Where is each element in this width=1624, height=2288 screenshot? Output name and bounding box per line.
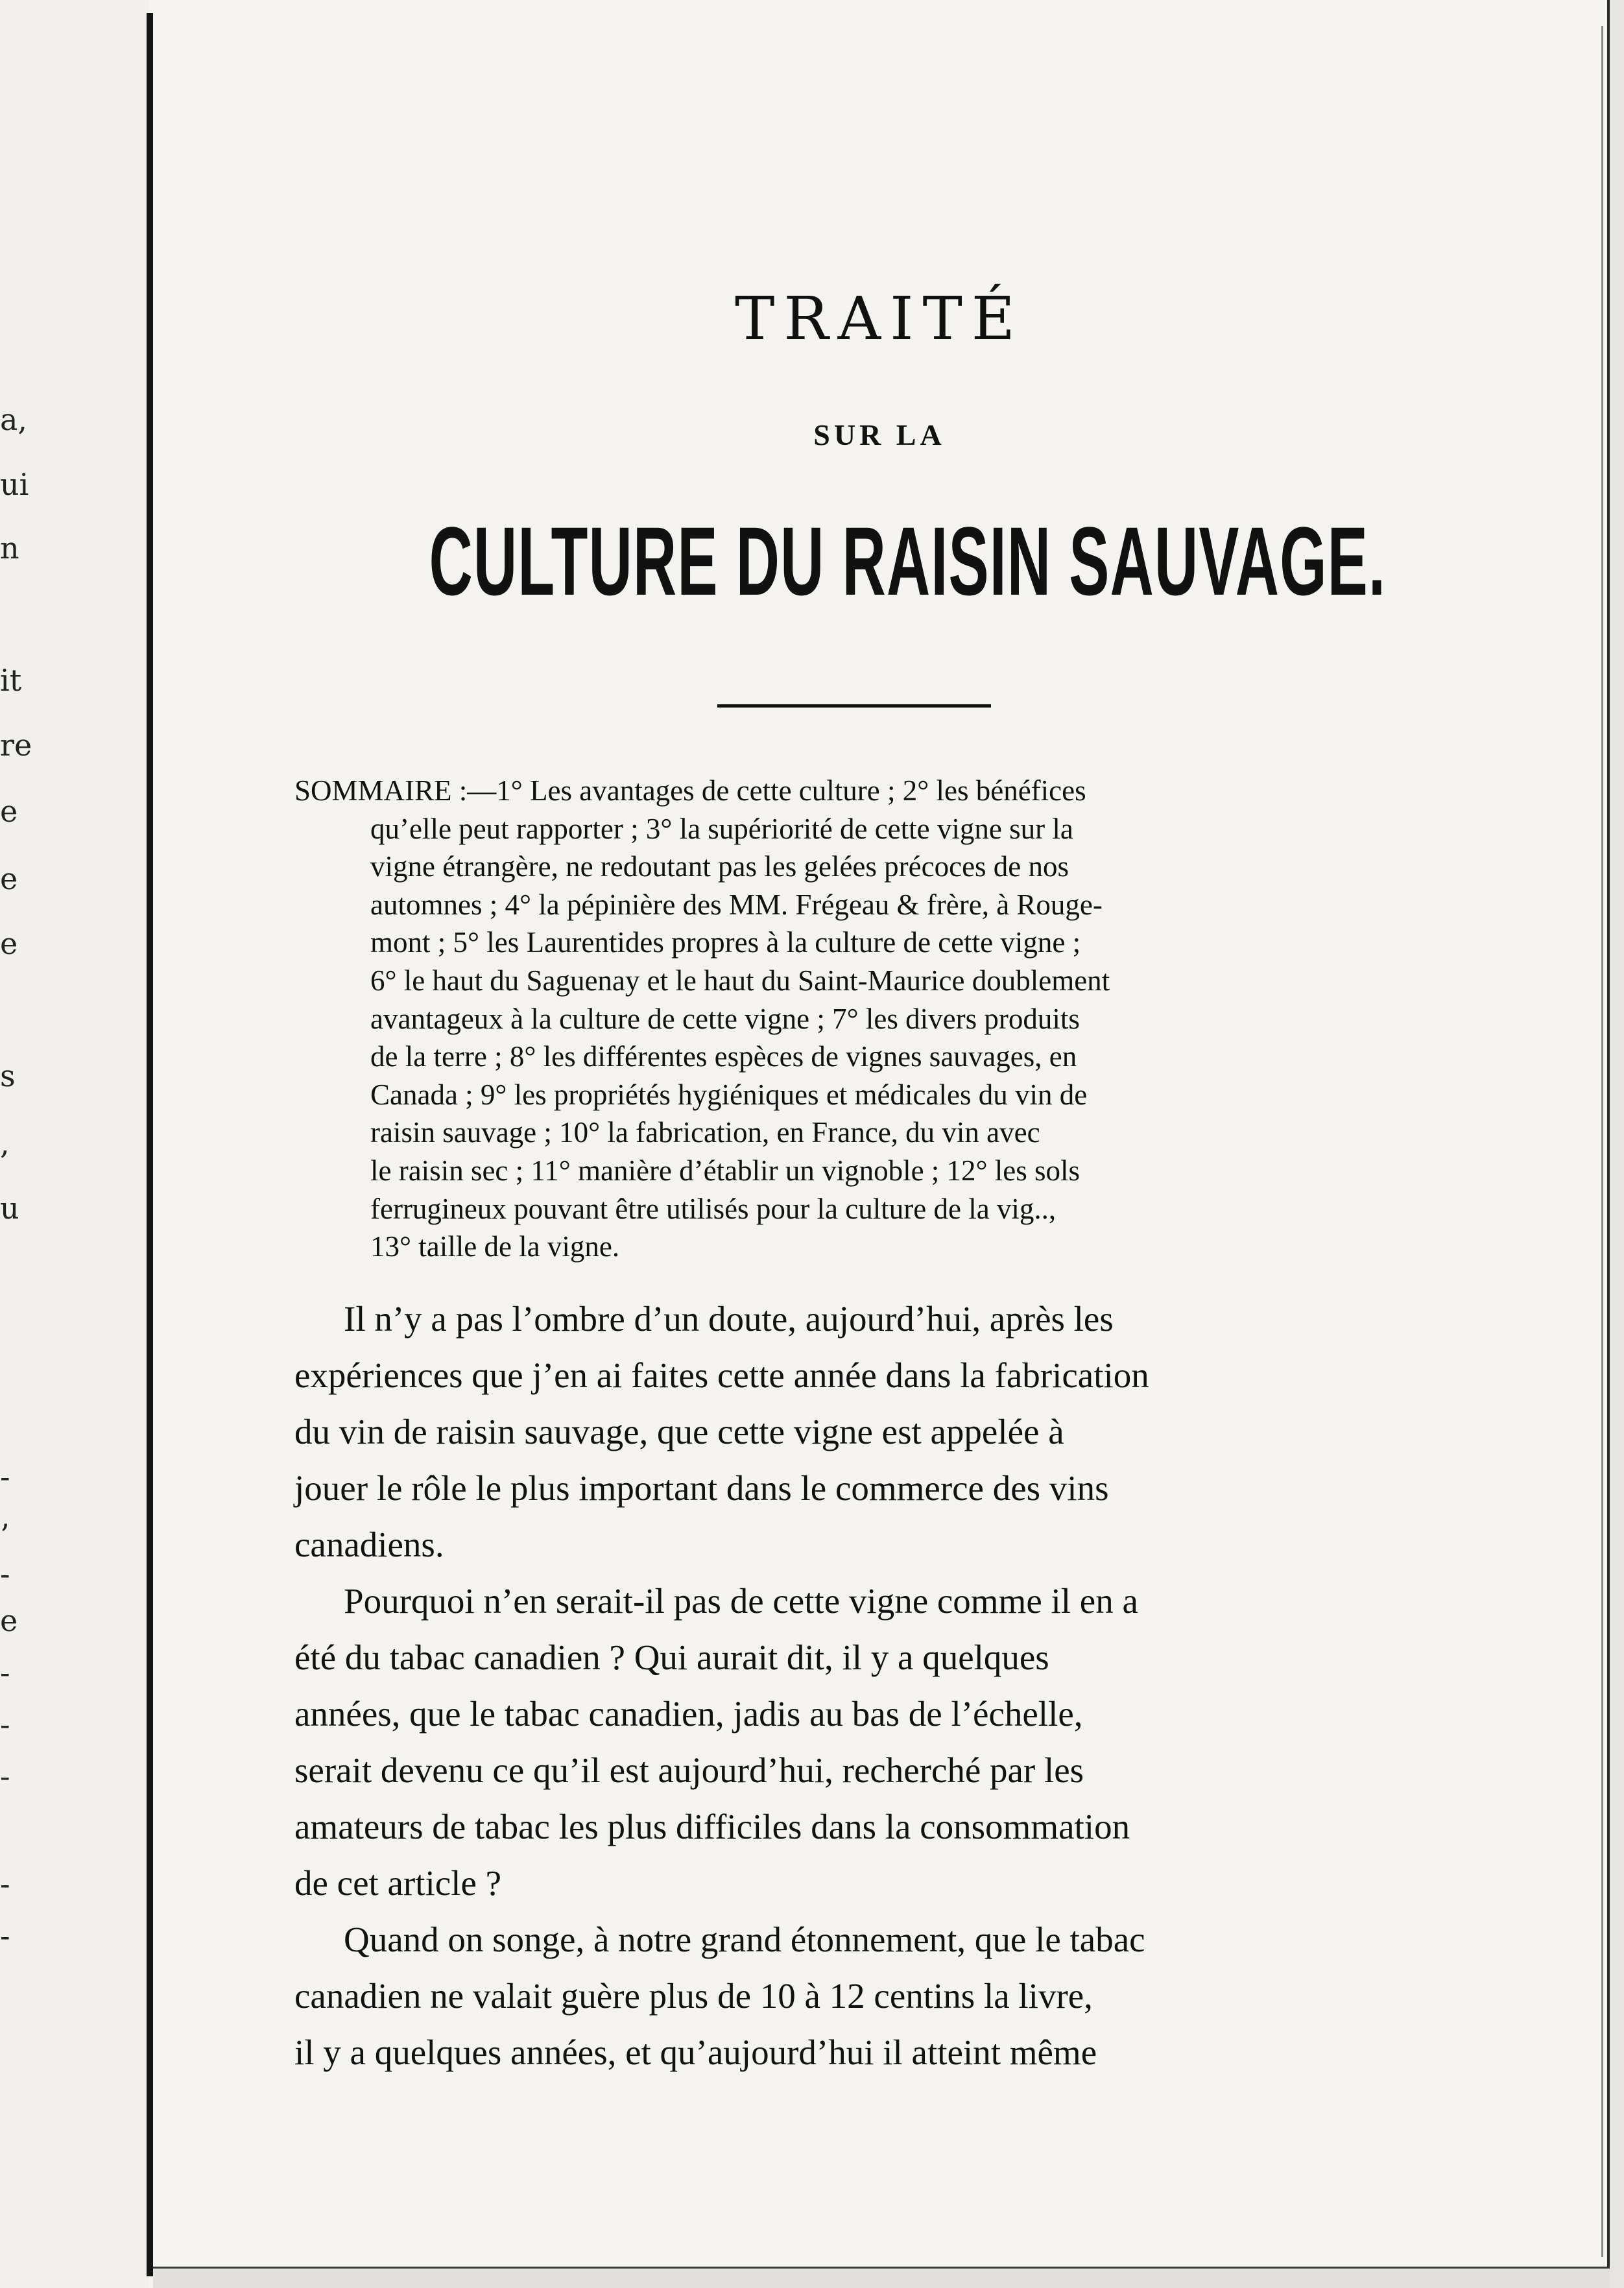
margin-fragment: -	[0, 1866, 10, 1901]
summary-line: 6° le haut du Saguenay et le haut du Saint-Maurice doublement	[370, 964, 1110, 997]
page-right-edge	[1607, 0, 1624, 2288]
summary-line: automnes ; 4° la pépinière des MM. Frégeau & frère, à Rouge-	[370, 888, 1103, 921]
body-line: expériences que j’en ai faites cette année dans la fabrication	[294, 1355, 1149, 1395]
margin-fragment: e	[0, 926, 18, 961]
summary-line: 13° taille de la vigne.	[370, 1230, 620, 1263]
adjacent-page-margin	[0, 0, 149, 2288]
summary-line: avantageux à la culture de cette vigne ; 7° les divers produits	[370, 1002, 1080, 1035]
summary-line: de la terre ; 8° les différentes espèces de vignes sauvages, en	[370, 1040, 1077, 1073]
margin-fragment: ’	[0, 1518, 10, 1553]
body-line: Quand on songe, à notre grand étonnement, que le tabac	[344, 1920, 1145, 1959]
margin-fragment: -	[0, 1459, 10, 1494]
body-line: Pourquoi n’en serait-il pas de cette vigne comme il en a	[344, 1581, 1138, 1621]
document-page	[153, 0, 1606, 2270]
body-line: de cet article ?	[294, 1863, 502, 1903]
title-traite: TRAITÉ	[735, 284, 1024, 353]
margin-fragment: s	[0, 1058, 16, 1093]
summary-line: mont ; 5° les Laurentides propres à la culture de cette vigne ;	[370, 926, 1081, 959]
margin-fragment: ,	[0, 1126, 10, 1161]
body-line: serait devenu ce qu’il est aujourd’hui, recherché par les	[294, 1750, 1084, 1790]
margin-fragment: e	[0, 861, 18, 896]
body-line: amateurs de tabac les plus difficiles dans la consommation	[294, 1807, 1130, 1846]
margin-fragment: n	[0, 530, 19, 566]
title-sur-la: SUR LA	[813, 418, 946, 451]
body-line: Il n’y a pas l’ombre d’un doute, aujourd’hui, après les	[344, 1299, 1114, 1339]
margin-fragment: -	[0, 1655, 10, 1690]
summary-line: Canada ; 9° les propriétés hygiéniques et médicales du vin de	[370, 1078, 1088, 1111]
body-line: il y a quelques années, et qu’aujourd’hui il atteint même	[294, 2032, 1097, 2072]
summary-line: SOMMAIRE :—1° Les avantages de cette culture ; 2° les bénéfices	[294, 774, 1086, 807]
summary-line: qu’elle peut rapporter ; 3° la supériorité de cette vigne sur la	[370, 812, 1073, 845]
body-line: années, que le tabac canadien, jadis au bas de l’échelle,	[294, 1694, 1083, 1734]
title-divider-rule	[717, 704, 991, 708]
margin-fragment: -	[0, 1556, 10, 1591]
margin-fragment: re	[0, 728, 32, 763]
summary-line: vigne étrangère, ne redoutant pas les gelées précoces de nos	[370, 850, 1069, 883]
margin-fragment: -	[0, 1918, 10, 1953]
summary-block	[294, 772, 1585, 1266]
margin-fragment: it	[0, 663, 22, 698]
margin-fragment: e	[0, 1603, 18, 1638]
margin-fragment: u	[0, 1191, 19, 1226]
margin-fragment: ui	[0, 467, 29, 502]
margin-fragment: -	[0, 1759, 10, 1794]
body-line: canadiens.	[294, 1525, 444, 1564]
body-line: jouer le rôle le plus important dans le commerce des vins	[294, 1468, 1109, 1508]
body-line: canadien ne valait guère plus de 10 à 12 centins la livre,	[294, 1976, 1093, 2016]
body-text	[294, 1291, 1585, 2080]
body-line: été du tabac canadien ? Qui aurait dit, il y a quelques	[294, 1638, 1049, 1677]
summary-line: raisin sauvage ; 10° la fabrication, en France, du vin avec	[370, 1116, 1040, 1149]
margin-fragment: e	[0, 794, 18, 829]
summary-line: ferrugineux pouvant être utilisés pour la culture de la vig..,	[370, 1192, 1057, 1225]
body-line: du vin de raisin sauvage, que cette vigne est appelée à	[294, 1412, 1064, 1451]
margin-fragment: a,	[0, 402, 28, 437]
title-main: CULTURE DU RAISIN SAUVAGE.	[429, 506, 1387, 615]
summary-line: le raisin sec ; 11° manière d’établir un vignoble ; 12° les sols	[370, 1154, 1081, 1187]
margin-fragment: -	[0, 1707, 10, 1742]
page-gutter-line	[147, 13, 153, 2276]
